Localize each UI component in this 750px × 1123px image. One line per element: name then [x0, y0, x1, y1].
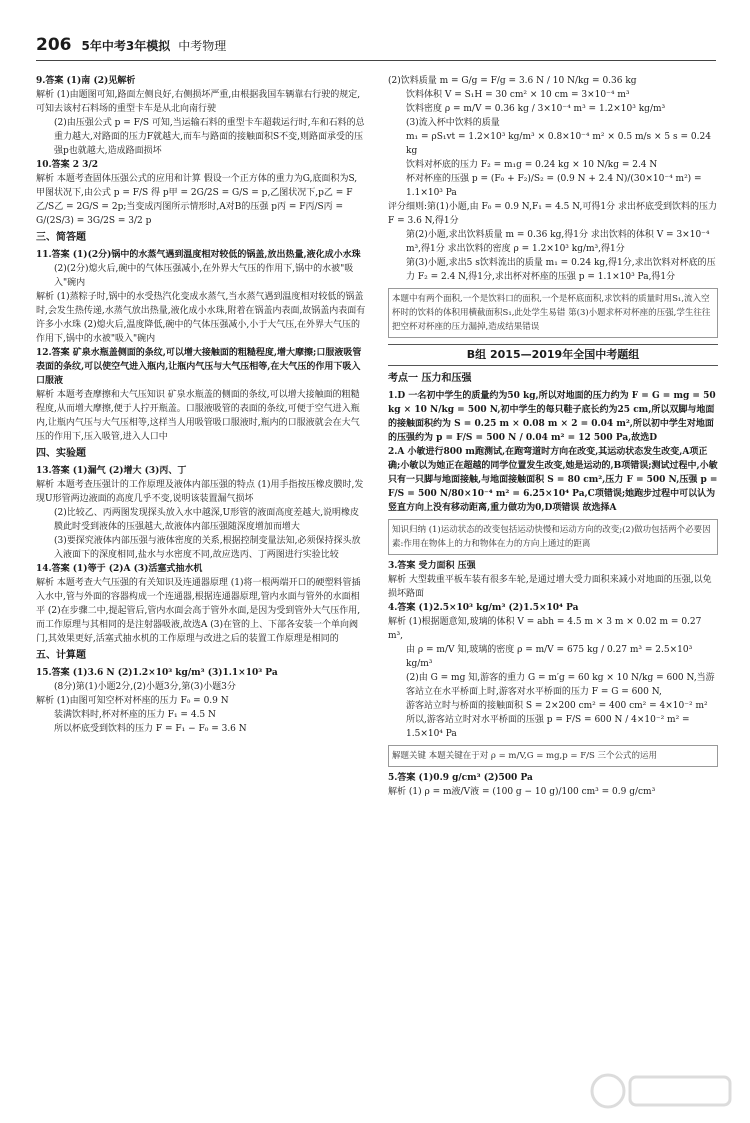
answer-line: 15.答案 (1)3.6 N (2)1.2×10³ kg/m³ (3)1.1×10³ Pa	[36, 668, 278, 678]
answer-line: 所以杯底受到饮料的压力 F = F₁ − F₀ = 3.6 N	[54, 724, 247, 734]
answer-line: 解析 (1)由题图可知,路面左侧良好,右侧损坏严重,由根据我国车辆靠右行驶的规定,可知去该村石料场的重型卡车是从北向南行驶	[36, 90, 361, 114]
answer-line: 14.答案 (1)等于 (2)A (3)活塞式抽水机	[36, 564, 203, 574]
section-heading: 三、简答题	[36, 232, 86, 243]
section-heading: 考点一 压力和压强	[388, 373, 472, 384]
answer-line: (3)流入杯中饮料的质量	[406, 118, 500, 128]
answer-line: 第(2)小题,求出饮料质量 m = 0.36 kg,得1分 求出饮料的体积 V = 3×10⁻⁴ m³,得1分 求出饮料的密度 ρ = 1.2×10³ kg/m³,得1分	[406, 230, 710, 254]
answer-line: 评分细则:第(1)小题,由 F₀ = 0.9 N,F₁ = 4.5 N,可得1分 求出杯底受到饮料的压力 F = 3.6 N,得1分	[388, 202, 717, 226]
answer-line: 第(3)小题,求出5 s饮料流出的质量 m₁ = 0.24 kg,得1分,求出饮料对杯底的压力 F₂ = 2.4 N,得1分,求出杯对杯座的压强 p = 1.1×10³ Pa,得1分	[406, 258, 716, 282]
answer-line: 9.答案 (1)南 (2)见解析	[36, 76, 136, 86]
answer-line: 解析 大型载重平板车装有很多车轮,是通过增大受力面积来减小对地面的压强,以免损坏路面	[388, 575, 712, 599]
answer-line: 解析 (1) ρ = m液/V液 = (100 g − 10 g)/100 cm³ = 0.9 g/cm³	[388, 787, 656, 797]
tip-box: 本题中有两个面积,一个是饮料口的面积,一个是杯底面积,求饮料的质量时用S₁,流入空杯时的饮料的体积用横截面积S₁,此处学生易错 第(3)小题求杯对杯座的压强,学生往往把空杯对杯座的压力漏掉,造成结果错误	[388, 288, 718, 338]
answer-line: 所以,游客站立时对水平桥面的压强 p = F/S = 600 N / 4×10⁻² m² = 1.5×10⁴ Pa	[406, 715, 690, 739]
answer-line: (2)由压强公式 p = F/S 可知,当运输石料的重型卡车超载运行时,车和石料的总重力越大,对路面的压力F就越大,而车与路面的接触面积S不变,则路面承受的压强p也就越大,造成路面损坏	[54, 118, 365, 156]
group-title: B组 2015—2019年全国中考题组	[388, 344, 718, 366]
section-heading: 四、实验题	[36, 448, 86, 459]
section-heading: 五、计算题	[36, 650, 86, 661]
answer-line: 解析 (1)由图可知空杯对杯座的压力 F₀ = 0.9 N	[36, 696, 229, 706]
answer-line: (3)要探究液体内部压强与液体密度的关系,根据控制变量法知,必须保持探头放入液面下的深度相同,盐水与水密度不同,故应选丙、丁两图进行实验比较	[54, 536, 361, 560]
answer-line: 13.答案 (1)漏气 (2)增大 (3)丙、丁	[36, 466, 187, 476]
watermark-logo	[588, 1067, 738, 1115]
answer-line: (2)比较乙、丙两图发现探头放入水中越深,U形管的液面高度差越大,说明橡皮膜此时受到液体的压强越大,故液体内部压强随深度增加而增大	[54, 508, 360, 532]
page-header	[36, 30, 716, 61]
right-column	[388, 74, 718, 799]
answer-line: 12.答案 矿泉水瓶盖侧面的条纹,可以增大接触面的粗糙程度,增大摩擦;口服液吸管表面的条纹,可以使空气进入瓶内,让瓶内气压与大气压相等,在大气压的作用下吸入口服液	[36, 348, 362, 386]
answer-line: 10.答案 2 3/2	[36, 160, 98, 170]
answer-line: 饮料密度 ρ = m/V = 0.36 kg / 3×10⁻⁴ m³ = 1.2×10³ kg/m³	[406, 104, 666, 114]
answer-line: 3.答案 受力面积 压强	[388, 561, 476, 571]
answer-line: 2.A 小敏进行800 m跑测试,在跑弯道时方向在改变,其运动状态发生改变,A项正确;小敏以为她正在超越的同学位置发生改变,她是运动的,B项错误;测试过程中,小敏只有一只脚与地面接触,与地面接触面积 S = 80 cm²,压力 F = 500 N,压强 p = F/S = 500 N/80×10⁻⁴ m² = 6.25×10⁴ Pa,C项错误;她跑步过程中可以认为竖直方向上没有移动距离,重力做功为0,D项错误 故选择A	[388, 447, 718, 513]
answer-line: 解析 (1)蒸粽子时,锅中的水受热汽化变成水蒸气,当水蒸气遇到温度相对较低的锅盖时,会发生热传递,水蒸气放出热量,液化成小水珠,附着在锅盖内表面,故锅盖内表面有许多小水珠 (2)熄火后,温度降低,碗中的气体压强减小,小于大气压,在外界大气压的作用下,锅中的水被"吸入"碗内	[36, 292, 366, 344]
answer-line: 解析 本题考查固体压强公式的应用和计算 假设一个正方体的重力为G,底面积为S,甲图状况下,由公式 p = F/S 得 p甲 = 2G/2S = G/S = p,乙图状况下,p乙 = F乙/S乙 = 2G/S = 2p;当变成丙图所示情形时,A对B的压强 p丙 = F丙/S丙 = G/(2S/3) = 3G/2S = 3/2 p	[36, 174, 358, 226]
tip-box: 知识归纳 (1)运动状态的改变包括运动快慢和运动方向的改变;(2)做功包括两个必要因素:作用在物体上的力和物体在力的方向上通过的距离	[388, 519, 718, 555]
answer-line: 杯对杯座的压强 p = (F₀ + F₂)/S₂ = (0.9 N + 2.4 N)/(30×10⁻⁴ m²) = 1.1×10³ Pa	[406, 174, 702, 198]
answer-line: 11.答案 (1)(2分)锅中的水蒸气遇到温度相对较低的锅盖,放出热量,液化成小水珠	[36, 250, 361, 260]
answer-line: 5.答案 (1)0.9 g/cm³ (2)500 Pa	[388, 773, 533, 783]
answer-line: 解析 本题考查压强计的工作原理及液体内部压强的特点 (1)用手指按压橡皮膜时,发现U形管两边液面的高度几乎不变,说明该装置漏气损坏	[36, 480, 364, 504]
subject-label: 中考物理	[178, 38, 227, 53]
answer-line: m₁ = ρS₁vt = 1.2×10³ kg/m³ × 0.8×10⁻⁴ m² × 0.5 m/s × 5 s = 0.24 kg	[406, 132, 711, 156]
answer-line: 1.D 一名初中学生的质量约为50 kg,所以对地面的压力约为 F = G = mg = 50 kg × 10 N/kg = 500 N,初中学生的每只鞋子底长约为25 cm,所以双脚与地面的接触面积约为 S = 0.25 m × 0.08 m × 2 = 0.04 m²,所以初中学生对地面的压强约为 p = F/S = 500 N / 0.04 m² = 12 500 Pa,故选D	[388, 391, 716, 443]
answer-line: (2)饮料质量 m = G/g = F/g = 3.6 N / 10 N/kg = 0.36 kg	[388, 76, 637, 86]
answer-line: 饮料对杯底的压力 F₂ = m₁g = 0.24 kg × 10 N/kg = 2.4 N	[406, 160, 658, 170]
answer-line: 解析 (1)根据题意知,玻璃的体积 V = abh = 4.5 m × 3 m × 0.02 m = 0.27 m³,	[388, 617, 702, 641]
answer-line: 由 ρ = m/V 知,玻璃的密度 ρ = m/V = 675 kg / 0.27 m³ = 2.5×10³ kg/m³	[406, 645, 693, 669]
left-column	[36, 74, 366, 736]
answer-line: (2)(2分)熄火后,碗中的气体压强减小,在外界大气压的作用下,锅中的水被"吸入"碗内	[54, 264, 354, 288]
answer-line: 装满饮料时,杯对杯座的压力 F₁ = 4.5 N	[54, 710, 216, 720]
answer-line: 游客站立时与桥面的接触面积 S = 2×200 cm² = 400 cm² = 4×10⁻² m²	[406, 701, 708, 711]
answer-line: 解析 本题考查摩擦和大气压知识 矿泉水瓶盖的侧面的条纹,可以增大接触面的粗糙程度,从而增大摩擦,便于人拧开瓶盖。口服液吸管的表面的条纹,可便于空气进入瓶内,让瓶内气压与大气压相等,这样当人用吸管吸口服液时,瓶内的口服液就会在大气压的作用下,压入吸管,进入人口中	[36, 390, 360, 442]
answer-line: (8分)第(1)小题2分,(2)小题3分,第(3)小题3分	[54, 682, 236, 692]
book-title: 5年中考3年模拟	[81, 38, 171, 53]
answer-line: 解析 本题考查大气压强的有关知识及连通器原理 (1)将一根两端开口的硬塑料管插入水中,管与外面的容器构成一个连通器,根据连通器原理,管内水面与管外的水面相平 (2)在步骤二中,提起管后,管内水面会高于管外水面,是因为受到管外大气压作用,而工作原理与其相同的是注射器吸液,故选A (3)在管的上、下部各安装一个单向阀门,其效果更好,活塞式抽水机的工作原理与改进之后的装置工作原理是相同的	[36, 578, 361, 644]
answer-line: 4.答案 (1)2.5×10³ kg/m³ (2)1.5×10⁴ Pa	[388, 603, 579, 613]
tip-box: 解题关键 本题关键在于对 ρ = m/V,G = mg,p = F/S 三个公式的运用	[388, 745, 718, 767]
page-number: 206	[36, 35, 72, 55]
answer-line: 饮料体积 V = S₁H = 30 cm² × 10 cm = 3×10⁻⁴ m³	[406, 90, 630, 100]
answer-line: (2)由 G = mg 知,游客的重力 G = m′g = 60 kg × 10 N/kg = 600 N,当游客站立在水平桥面上时,游客对水平桥面的压力 F = G = 600 N,	[406, 673, 715, 697]
